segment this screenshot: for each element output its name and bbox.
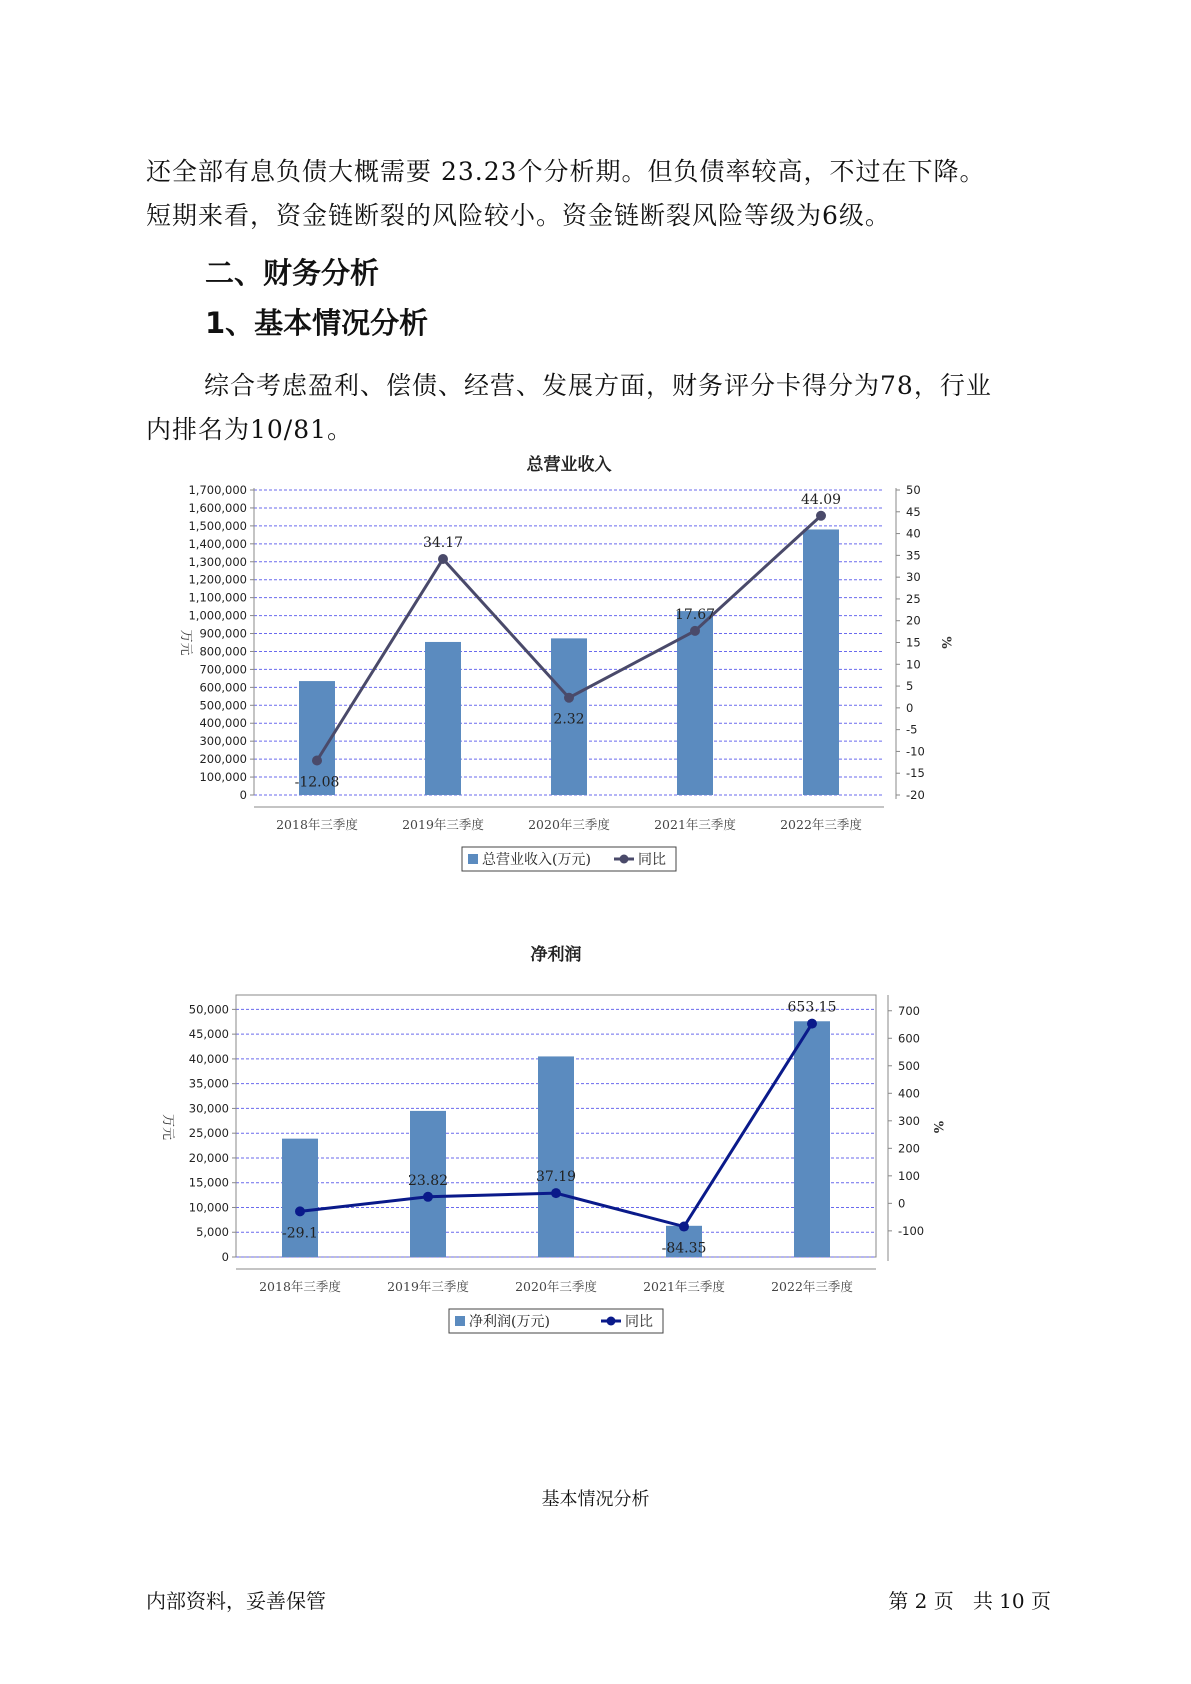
line-point — [438, 554, 448, 564]
paragraph-line: 综合考虑盈利、偿债、经营、发展方面，财务评分卡得分为78，行业 — [204, 371, 992, 400]
y2-tick-label: 5 — [906, 679, 914, 694]
y2-tick-label: 20 — [906, 613, 921, 628]
line-point — [816, 511, 826, 521]
line-point — [312, 755, 322, 765]
paragraph-line: 短期来看，资金链断裂的风险较小。资金链断裂风险等级为6级。 — [146, 201, 891, 230]
y-tick-label: 1,200,000 — [188, 572, 247, 587]
y-tick-label: 1,000,000 — [188, 608, 247, 623]
x-tick-label: 2018年三季度 — [259, 1279, 341, 1294]
y2-tick-label: 45 — [906, 504, 921, 519]
footer-confidential: 内部资料，妥善保管 — [146, 1589, 326, 1613]
y-tick-label: 1,700,000 — [188, 483, 247, 497]
y2-axis-label: % — [930, 1120, 945, 1134]
line-point — [564, 693, 574, 703]
y-tick-label: 40,000 — [188, 1051, 229, 1066]
y2-tick-label: 0 — [898, 1196, 906, 1211]
x-tick-label: 2020年三季度 — [515, 1279, 597, 1294]
y-tick-label: 0 — [239, 788, 247, 802]
x-tick-label: 2021年三季度 — [654, 817, 736, 832]
legend-bar-label: 净利润(万元) — [469, 1314, 550, 1330]
legend-line-label: 同比 — [638, 852, 666, 868]
x-tick-label: 2020年三季度 — [528, 817, 610, 832]
y-tick-label: 50,000 — [188, 1002, 229, 1017]
y2-axis-label: % — [938, 636, 953, 649]
y-tick-label: 300,000 — [199, 734, 247, 749]
y-tick-label: 200,000 — [199, 752, 247, 767]
legend-line-marker — [607, 1317, 616, 1326]
bar — [803, 529, 839, 795]
data-label: -29.1 — [282, 1225, 318, 1242]
y2-tick-label: 300 — [898, 1113, 920, 1128]
y2-tick-label: 0 — [906, 700, 914, 715]
paragraph-line: 内排名为10/81。 — [146, 415, 354, 444]
y-tick-label: 0 — [221, 1250, 229, 1264]
y2-tick-label: -5 — [906, 722, 918, 737]
y-tick-label: 35,000 — [188, 1076, 229, 1091]
y2-tick-label: 35 — [906, 548, 921, 563]
y-tick-label: 500,000 — [199, 698, 247, 713]
legend-bar-label: 总营业收入(万元) — [482, 852, 591, 868]
y2-tick-label: 40 — [906, 526, 921, 541]
y2-tick-label: 700 — [898, 1003, 920, 1018]
y-tick-label: 5,000 — [196, 1225, 229, 1240]
y-axis-label: 万元 — [160, 1113, 175, 1141]
y-tick-label: 1,100,000 — [188, 590, 247, 605]
x-tick-label: 2018年三季度 — [276, 817, 358, 832]
paragraph-line: 还全部有息负债大概需要 23.23个分析期。但负债率较高，不过在下降。 — [146, 157, 986, 186]
y-tick-label: 1,500,000 — [188, 518, 247, 533]
y-tick-label: 100,000 — [199, 770, 247, 785]
data-label: 17.67 — [674, 606, 716, 623]
data-label: 2.32 — [553, 711, 585, 728]
y-tick-label: 30,000 — [188, 1101, 229, 1116]
y-tick-label: 15,000 — [188, 1175, 229, 1190]
legend-line-marker — [620, 855, 629, 864]
section-heading: 二、财务分析 — [205, 256, 380, 290]
y-tick-label: 1,300,000 — [188, 554, 247, 569]
y2-tick-label: 30 — [906, 570, 921, 585]
y-tick-label: 1,400,000 — [188, 536, 247, 551]
line-point — [679, 1222, 689, 1232]
data-label: 34.17 — [422, 534, 464, 551]
chart-title: 总营业收入 — [526, 455, 612, 475]
y2-tick-label: 600 — [898, 1031, 920, 1046]
x-tick-label: 2021年三季度 — [643, 1279, 725, 1294]
line-point — [423, 1192, 433, 1202]
chart-title: 净利润 — [530, 945, 582, 965]
subsection-heading: 1、基本情况分析 — [205, 306, 429, 340]
y-tick-label: 10,000 — [188, 1200, 229, 1215]
y2-tick-label: -15 — [906, 766, 925, 781]
legend-line-label: 同比 — [625, 1314, 653, 1330]
data-label: -12.08 — [294, 774, 340, 791]
y-tick-label: 600,000 — [199, 680, 247, 695]
y2-tick-label: -10 — [906, 744, 925, 759]
bar — [794, 1021, 830, 1257]
y2-tick-label: 25 — [906, 591, 921, 606]
net-profit-chart — [160, 945, 990, 1438]
y-tick-label: 700,000 — [199, 662, 247, 677]
x-tick-label: 2022年三季度 — [771, 1279, 853, 1294]
legend-bar-swatch — [468, 854, 478, 864]
y-tick-label: 400,000 — [199, 716, 247, 731]
revenue-chart — [170, 455, 990, 940]
data-label: 37.19 — [535, 1169, 577, 1186]
legend-bar-swatch — [455, 1316, 465, 1326]
y2-tick-label: 10 — [906, 657, 921, 672]
y-axis-label: 万元 — [178, 629, 193, 656]
y2-tick-label: -20 — [906, 788, 925, 802]
data-label: 23.82 — [407, 1172, 449, 1189]
x-tick-label: 2019年三季度 — [387, 1279, 469, 1294]
y2-tick-label: 200 — [898, 1141, 920, 1156]
y-tick-label: 800,000 — [199, 644, 247, 659]
data-label: -84.35 — [661, 1240, 707, 1257]
y2-tick-label: 15 — [906, 635, 921, 650]
x-tick-label: 2019年三季度 — [402, 817, 484, 832]
y-tick-label: 45,000 — [188, 1027, 229, 1042]
line-point — [295, 1206, 305, 1216]
y-tick-label: 20,000 — [188, 1150, 229, 1165]
y2-tick-label: 50 — [906, 483, 921, 497]
bar — [425, 642, 461, 795]
y-tick-label: 25,000 — [188, 1126, 229, 1141]
line-point — [551, 1188, 561, 1198]
y2-tick-label: -100 — [898, 1223, 925, 1238]
y-tick-label: 1,600,000 — [188, 500, 247, 515]
y-tick-label: 900,000 — [199, 626, 247, 641]
line-point — [690, 626, 700, 636]
x-tick-label: 2022年三季度 — [780, 817, 862, 832]
y2-tick-label: 400 — [898, 1086, 920, 1101]
y2-tick-label: 500 — [898, 1058, 920, 1073]
figure-caption: 基本情况分析 — [541, 1489, 650, 1510]
data-label: 653.15 — [787, 999, 837, 1016]
footer-page-number: 第 2 页 共 10 页 — [888, 1589, 1051, 1613]
line-point — [807, 1019, 817, 1029]
bar — [535, 1056, 577, 1257]
y2-tick-label: 100 — [898, 1168, 920, 1183]
data-label: 44.09 — [800, 491, 842, 508]
